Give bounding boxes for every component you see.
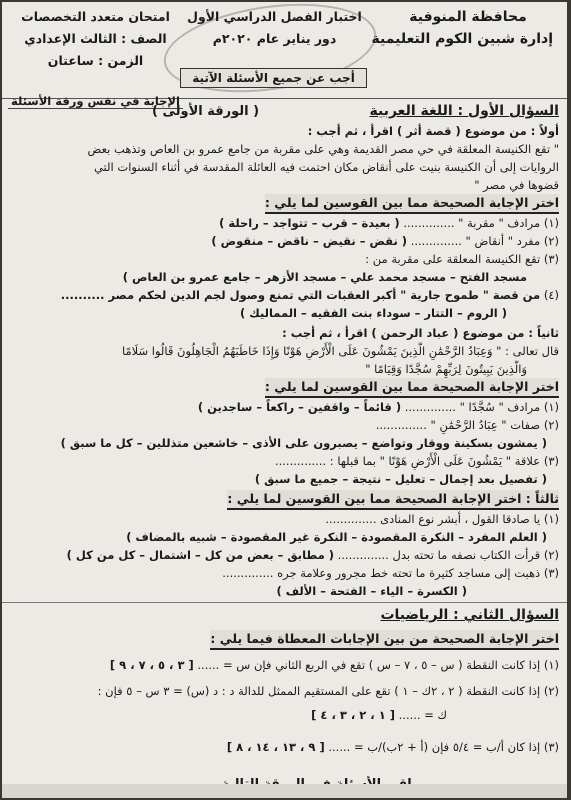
math-question: (٢) إذا كانت النقطة ( ٢ ، ٢ك – ١ ) تقع على المستقيم الممثل للدالة د : د (س) = ٣ س – ٥ فإن : (97, 684, 559, 698)
arabic-third-label: ثالثاً : اختر الإجابة الصحيحة مما بين القوسين لما يلي : (10, 490, 559, 510)
exam-type: امتحان متعدد التخصصات (21, 9, 170, 24)
answer-note: الإجابة في نفس ورقة الأسئلة (8, 94, 183, 109)
question-item: (٣) علاقة " يَمْشُونَ عَلَى الْأَرْضِ هَوْنًا " بما قبلها : .............. (274, 454, 559, 468)
exam-title: اختبار الفصل الدراسي الأول (187, 9, 362, 24)
exam-session: دور يناير عام ٢٠٢٠م (212, 31, 337, 46)
exam-paper (2, 2, 567, 798)
instruction-box: أجب عن جميع الأسئلة الآتية (180, 68, 367, 88)
question-item: (١) مرادف " مقربة " .............. ( بعيدة – قرب – تتواجد – راحلة ) (219, 216, 559, 230)
question-options: مسجد الفتح – مسجد محمد علي – مسجد الأزهر – جامع عمرو بن العاص ) (122, 270, 527, 284)
question-item: (١) يا صادقا القول ، أبشر نوع المنادى .............. (325, 512, 559, 526)
question-item: (١) مرادف " سُجَّدًا " .............. ( قائماً – واقفين – راكعاً – ساجدين ) (197, 400, 559, 414)
verse-line: وَالَّذِينَ يَبِيتُونَ لِرَبِّهِمْ سُجَّدًا وَقِيَامًا " (365, 362, 527, 376)
question-item: (٢) صفات " عِبَادُ الرَّحْمَٰنِ " .............. (375, 418, 559, 432)
duration: الزمن : ساعتان (47, 53, 144, 68)
question-item: (٢) قرأت الكتاب نصفه ما تحته بدل .............. ( مطابق – بعض من كل – اشتمال – كل من كل ) (66, 548, 559, 562)
choose-heading: اختر الإجابة الصحيحة من بين الإجابات المعطاة فيما يلي : (10, 630, 559, 650)
question-options: ( تفصيل بعد إجمال – تعليل – نتيجة – جميع ما سبق ) (254, 472, 547, 486)
exam-header (2, 2, 567, 99)
paper-label: ( الورقة الأولى ) (152, 104, 260, 119)
page-edge (2, 784, 567, 798)
governorate: محافظة المنوفية (409, 9, 527, 25)
question-item: (٣) ذهبت إلى مساجد كثيرة ما تحته خط مجرور وعلامة جره .............. (222, 566, 559, 580)
arabic-first-label: أولاً : من موضوع ( قصة أثر ) اقرأ ، ثم أجب : (307, 124, 559, 138)
math-question: ك = ...... [ ١ ، ٢ ، ٣ ، ٤ ] (311, 708, 447, 722)
administration: إدارة شبين الكوم التعليمية (371, 31, 553, 47)
passage-line: الروايات إلى أن الكنيسة بنيت على أنقاض مكان احتمت فيه العائلة المقدسة في أثناء السنوات التي (93, 160, 559, 174)
header-exam-info (8, 6, 183, 72)
question-options: ( الروم – التتار – سوداء بنت الفقيه – المماليك ) (239, 306, 507, 320)
passage-line: قضوها في مصر " (474, 178, 559, 192)
choose-heading: اختر الإجابة الصحيحة مما بين القوسين لما يلي : (10, 378, 559, 398)
math-question: (١) إذا كانت النقطة ( س – ٥ ، ٧ – س ) تقع في الربع الثاني فإن س = ...... [ ٣ ، ٥ ، ٧ ، ٩ ] (109, 658, 559, 672)
passage-line: " تقع الكنيسة المعلقة في حي مصر القديمة وهي على مقربة من جامع عمرو بن العاص وتذهب بعض (87, 142, 559, 156)
choose-heading: اختر الإجابة الصحيحة مما بين القوسين لما يلي : (10, 194, 559, 214)
grade: الصف : الثالث الإعدادي (24, 31, 167, 46)
question-item: (٣) تقع الكنيسة المعلقة على مقربة من : (365, 252, 559, 266)
header-exam-title (182, 6, 367, 50)
question-item: (٤) من قصة " طموح جارية " أكبر العقبات التي تمنع وصول لجم الدين لحكم مصر .......... (60, 288, 559, 302)
arabic-second-label: ثانياً : من موضوع ( عباد الرحمن ) اقرأ ، ثم أجب : (282, 326, 559, 340)
question-item: (٢) مفرد " أنقاض " .............. ( نقض – نقيض – ناقض – منقوض ) (211, 234, 559, 248)
question-options: ( العلم المفرد – النكرة المقصودة – النكرة غير المقصودة – شبيه بالمضاف ) (126, 530, 547, 544)
verse-line: قال تعالى : " وَعِبَادُ الرَّحْمَٰنِ الَّذِينَ يَمْشُونَ عَلَى الْأَرْضِ هَوْنًا وَإِذَا خَاطَبَهُمُ الْجَاهِلُونَ قَالُوا سَلَامًا (121, 344, 559, 358)
question-options: ( يمشون بسكينة ووقار وتواضع – يصبرون على الأذى – خاشعين متذللين – كل ما سبق ) (60, 436, 547, 450)
header-authority (371, 6, 553, 50)
math-question: (٣) إذا كان أ/ب = ٥/٤ فإن (أ + ٢ب)/ب = ...... [ ٩ ، ١٣ ، ١٤ ، ٨ ] (226, 740, 559, 754)
question-options: ( الكسرة – الياء – الفتحة – الألف ) (276, 584, 467, 598)
math-section-title: السؤال الثاني : الرياضيات (380, 607, 559, 623)
section-divider (2, 602, 567, 603)
arabic-section-title: السؤال الأول : اللغة العربية (369, 103, 559, 119)
